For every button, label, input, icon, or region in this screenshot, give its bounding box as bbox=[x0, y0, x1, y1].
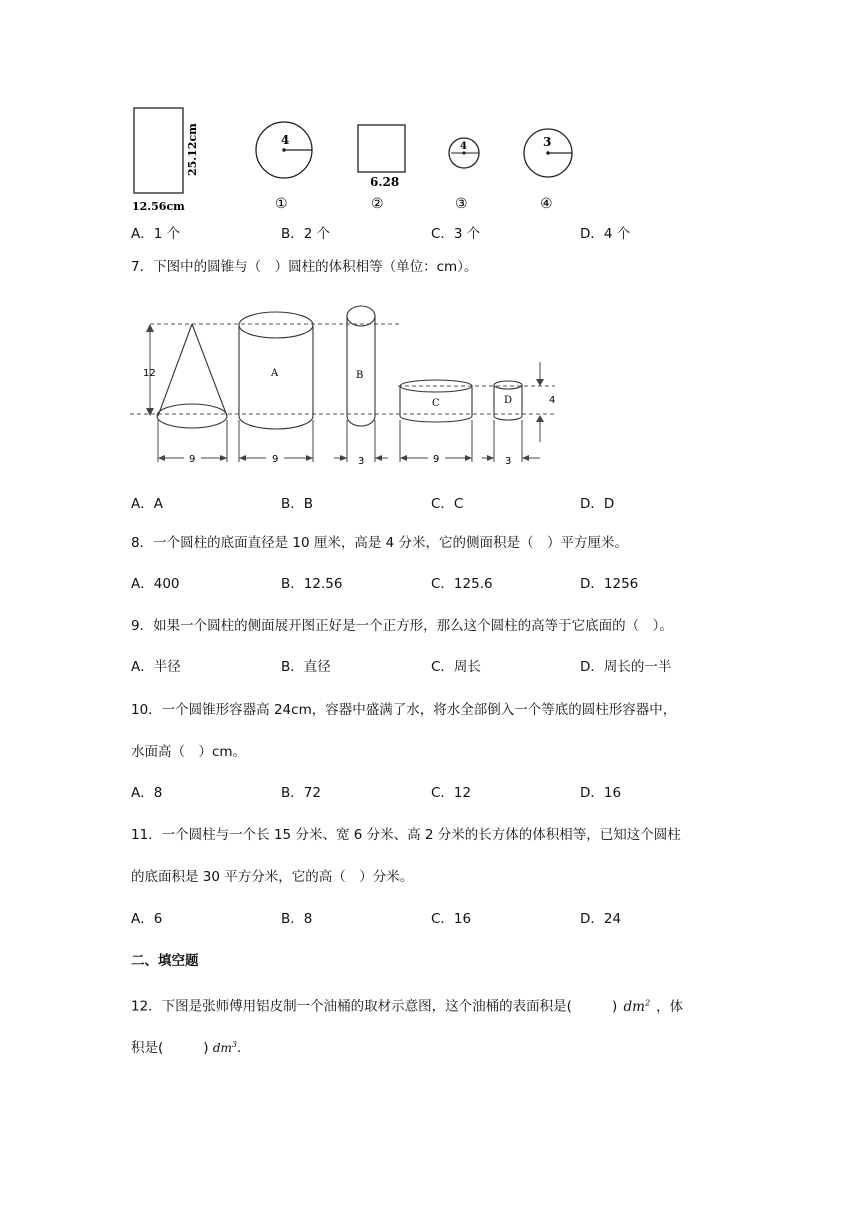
q9-option-a: A．半径 bbox=[131, 659, 181, 675]
q10-stem-line1: 10．一个圆锥形容器高 24cm，容器中盛满了水，将水全部倒入一个等底的圆柱形容器中， bbox=[131, 702, 677, 718]
q11-stem-line1: 11．一个圆柱与一个长 15 分米、宽 6 分米、高 2 分米的长方体的体积相等，已知这个圆柱 bbox=[131, 827, 681, 843]
q7-option-d: D．D bbox=[580, 496, 615, 512]
q12-line1: 12．下图是张师傅用铝皮制一个油桶的取材示意图，这个油桶的表面积是( ) $dm^2$ ，体 bbox=[131, 998, 684, 1015]
q10-stem-line2: 水面高（ ）cm。 bbox=[131, 744, 247, 760]
q11-stem-line2: 的底面积是 30 平方分米，它的高（ ）分米。 bbox=[131, 869, 414, 885]
q6-figure bbox=[120, 98, 600, 218]
q6-option-d: D．4 个 bbox=[580, 226, 631, 242]
q12-line2-text: 积是( bbox=[131, 1040, 164, 1056]
q11-option-a: A．6 bbox=[131, 911, 163, 927]
q6-option-c: C．3 个 bbox=[431, 226, 481, 242]
q6-caption-1: ① bbox=[275, 196, 288, 212]
q12-line1-text: 12．下图是张师傅用铝皮制一个油桶的取材示意图，这个油桶的表面积是( bbox=[131, 998, 572, 1015]
q12-unit-area: $dm^2$ bbox=[623, 998, 651, 1015]
q11-option-b: B．8 bbox=[281, 911, 313, 927]
q7-label-d: D bbox=[504, 395, 513, 406]
q7-stem: 7．下图中的圆锥与（ ）圆柱的体积相等（单位：cm）。 bbox=[131, 259, 478, 275]
q7-width-cone: 9 bbox=[189, 454, 196, 465]
q7-label-b: B bbox=[356, 370, 364, 381]
q7-width-a: 9 bbox=[272, 454, 279, 465]
q7-option-a: A．A bbox=[131, 496, 163, 512]
q6-rect-height-label: 25.12cm bbox=[186, 123, 199, 176]
q7-width-b: 3 bbox=[358, 456, 365, 467]
q6-caption-4: ④ bbox=[540, 196, 553, 212]
q6-square bbox=[358, 125, 405, 172]
q12-line2: 积是( ) $dm^3$. bbox=[131, 1040, 242, 1056]
q7-small-height: 4 bbox=[549, 395, 556, 406]
q6-rect-width-label: 12.56cm bbox=[132, 200, 185, 213]
q7-label-c: C bbox=[432, 398, 440, 409]
q10-option-b: B．72 bbox=[281, 785, 321, 801]
q6-rectangle bbox=[134, 108, 183, 193]
q6-circle-3-radius: 4 bbox=[460, 141, 467, 152]
q9-option-d: D．周长的一半 bbox=[580, 659, 672, 675]
q10-option-c: C．12 bbox=[431, 785, 472, 801]
q11-option-c: C．16 bbox=[431, 911, 472, 927]
q9-option-c: C．周长 bbox=[431, 659, 481, 675]
q7-label-a: A bbox=[271, 368, 279, 379]
q8-stem: 8．一个圆柱的底面直径是 10 厘米，高是 4 分米，它的侧面积是（ ）平方厘米。 bbox=[131, 535, 629, 551]
q6-caption-2: ② bbox=[371, 196, 384, 212]
q6-circle-4-radius: 3 bbox=[543, 135, 552, 149]
q9-option-b: B．直径 bbox=[281, 659, 331, 675]
q6-option-b: B．2 个 bbox=[281, 226, 331, 242]
q10-option-a: A．8 bbox=[131, 785, 163, 801]
q12-line2-tail: . bbox=[237, 1040, 242, 1056]
q9-stem: 9．如果一个圆柱的侧面展开图正好是一个正方形，那么这个圆柱的高等于它底面的（ ）。 bbox=[131, 618, 673, 634]
q6-circle-1-radius: 4 bbox=[281, 133, 290, 147]
q10-option-d: D．16 bbox=[580, 785, 622, 801]
section-title-fill-blank: 二、填空题 bbox=[131, 953, 199, 969]
q11-option-d: D．24 bbox=[580, 911, 622, 927]
q8-option-b: B．12.56 bbox=[281, 576, 343, 592]
q7-option-b: B．B bbox=[281, 496, 314, 512]
q7-width-c: 9 bbox=[433, 454, 440, 465]
q7-width-d: 3 bbox=[505, 456, 512, 467]
q8-option-c: C．125.6 bbox=[431, 576, 493, 592]
q6-option-a: A．1 个 bbox=[131, 226, 181, 242]
q8-option-d: D．1256 bbox=[580, 576, 639, 592]
q6-square-side: 6.28 bbox=[370, 175, 400, 189]
q7-cone-height: 12 bbox=[143, 368, 156, 379]
q7-figure bbox=[130, 300, 560, 470]
q6-caption-3: ③ bbox=[455, 196, 468, 212]
q8-option-a: A．400 bbox=[131, 576, 180, 592]
q7-cone bbox=[157, 324, 227, 428]
q12-unit-volume: $dm^3$ bbox=[212, 1040, 238, 1055]
q12-line1-tail: ，体 bbox=[656, 998, 684, 1015]
q7-option-c: C．C bbox=[431, 496, 464, 512]
